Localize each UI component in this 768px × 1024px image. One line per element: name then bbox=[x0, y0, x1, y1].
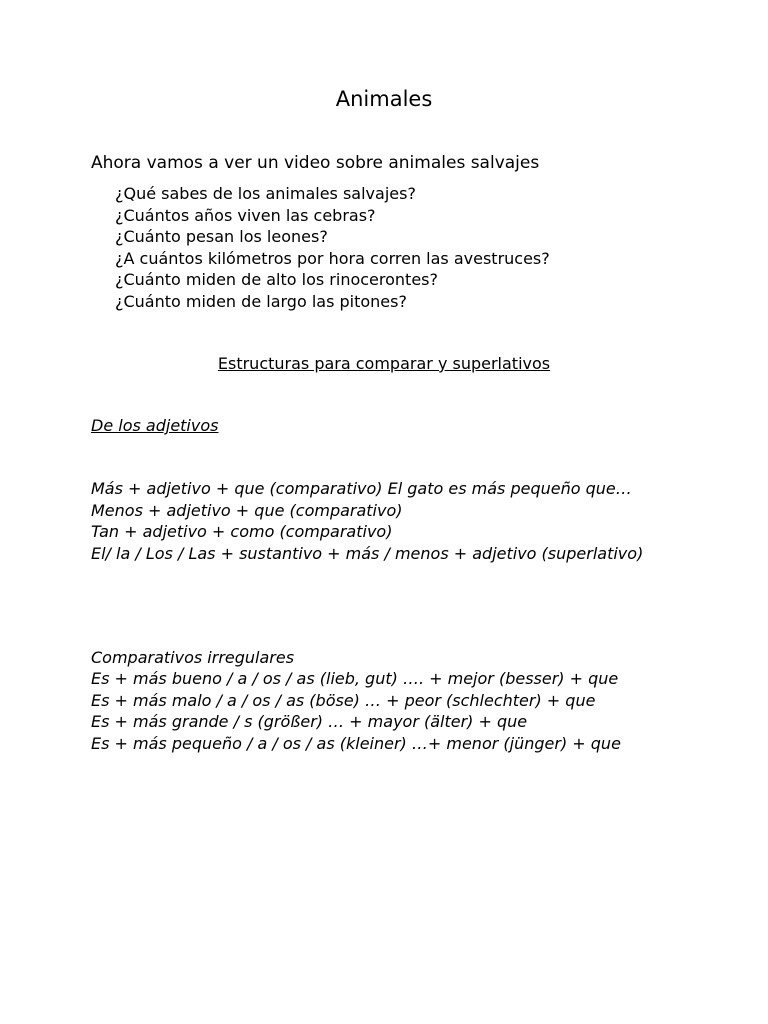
irregular-rule: Es + más grande / s (größer) … + mayor (älter) + que bbox=[91, 712, 528, 731]
comparison-rule: El/ la / Los / Las + sustantivo + más / menos + adjetivo (superlativo) bbox=[91, 543, 644, 563]
question-item: ¿Cuánto miden de largo las pitones? bbox=[115, 291, 407, 311]
adjectives-heading: De los adjetivos bbox=[91, 416, 219, 435]
irregular-rule: Es + más malo / a / os / as (böse) … + peor (schlechter) + que bbox=[91, 690, 596, 710]
section-heading: Estructuras para comparar y superlativos bbox=[217, 354, 551, 373]
question-item: ¿Cuántos años viven las cebras? bbox=[115, 205, 376, 225]
intro-text: Ahora vamos a ver un video sobre animales salvajes bbox=[91, 153, 540, 173]
irregular-rules-list bbox=[91, 668, 671, 754]
irregular-rule: Es + más pequeño / a / os / as (kleiner) …+ menor (jünger) + que bbox=[91, 733, 621, 753]
question-list bbox=[115, 183, 550, 312]
irregular-heading: Comparativos irregulares bbox=[91, 648, 295, 667]
question-item: ¿Qué sabes de los animales salvajes? bbox=[115, 184, 416, 203]
question-item: ¿Cuánto pesan los leones? bbox=[115, 227, 328, 246]
question-item: ¿A cuántos kilómetros por hora corren las avestruces? bbox=[115, 248, 550, 268]
comparison-rule: Tan + adjetivo + como (comparativo) bbox=[91, 522, 393, 541]
comparison-rules-list bbox=[91, 478, 671, 564]
page-title: Animales bbox=[335, 87, 433, 111]
comparison-rule: Menos + adjetivo + que (comparativo) bbox=[91, 500, 403, 520]
comparison-rule: Más + adjetivo + que (comparativo) El gato es más pequeño que… bbox=[91, 479, 632, 498]
irregular-rule: Es + más bueno / a / os / as (lieb, gut) …. + mejor (besser) + que bbox=[91, 669, 619, 688]
question-item: ¿Cuánto miden de alto los rinocerontes? bbox=[115, 270, 438, 289]
